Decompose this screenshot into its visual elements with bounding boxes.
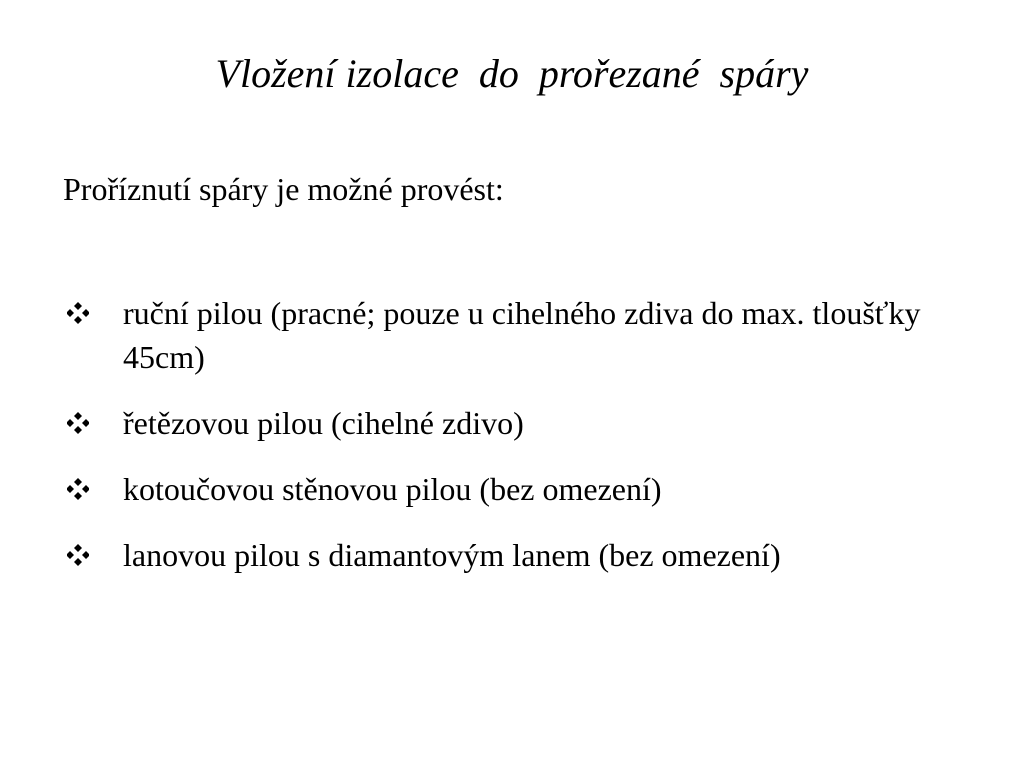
slide-title: Vložení izolace do prořezané spáry — [215, 51, 809, 96]
bullet-text: ruční pilou (pracné; pouze u cihelného zdiva do max. tloušťky 45cm) — [123, 295, 921, 375]
list-item — [63, 291, 963, 379]
bullet-text: řetězovou pilou (cihelné zdivo) — [123, 405, 524, 441]
bullet-list — [63, 291, 963, 599]
bullet-text: lanovou pilou s diamantovým lanem (bez omezení) — [123, 537, 781, 573]
list-item — [63, 467, 963, 511]
diamond-bullet-icon — [67, 544, 89, 566]
intro-text: Proříznutí spáry je možné provést: — [63, 171, 504, 207]
list-item — [63, 533, 963, 577]
diamond-bullet-icon — [67, 478, 89, 500]
diamond-bullet-icon — [67, 412, 89, 434]
list-item — [63, 401, 963, 445]
diamond-bullet-icon — [67, 302, 89, 324]
bullet-text: kotoučovou stěnovou pilou (bez omezení) — [123, 471, 662, 507]
